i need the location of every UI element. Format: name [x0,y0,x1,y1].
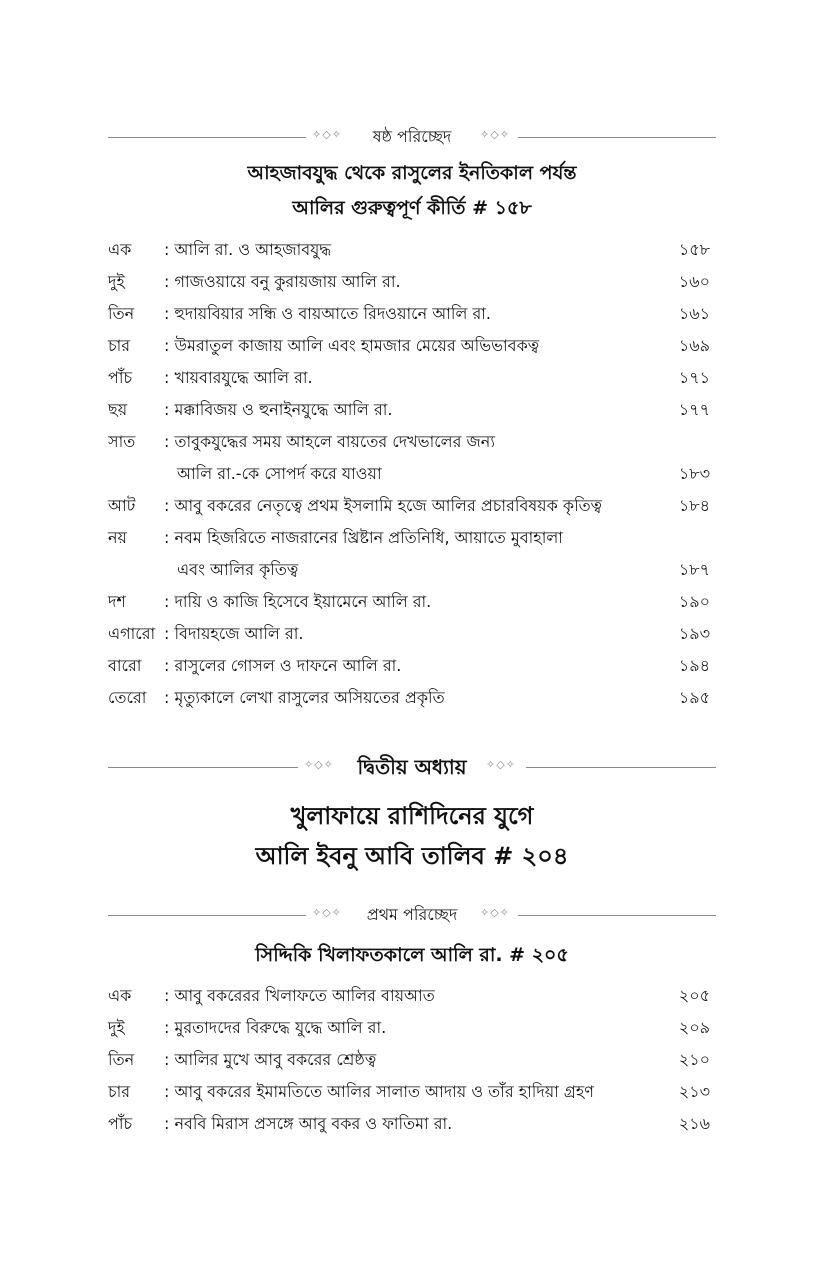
entry-title-line2: এবং আলির কৃতিত্ব [177,560,299,579]
section-label: প্রথম পরিচ্ছেদ [361,905,464,924]
entry-page-number: ১৭১ [678,368,710,387]
entry-title-line1: : আলির মুখে আবু বকরের শ্রেষ্ঠত্ব [164,1050,377,1069]
entry-page-number: ১৮৭ [678,560,710,579]
entry-title-line1: : মক্কাবিজয় ও হুনাইনযুদ্ধে আলি রা. [164,400,393,419]
entry-title-line2: আলি রা.-কে সোপর্দ করে যাওয়া [177,464,382,483]
entry-number: নয় [108,528,127,547]
entry-number: সাত [108,432,136,451]
ornament-icon: ✧◇✧ [480,906,510,919]
entry-title [164,682,654,714]
entry-number: আট [108,496,136,515]
entry-number: এক [108,240,132,259]
entry-title-line1: : আবু বকরের ইমামতিতে আলির সালাত আদায় ও তাঁর হাদিয়া গ্রহণ [164,1082,594,1101]
entry-page-number: ২০৫ [678,986,710,1005]
entry-number: দুই [108,272,125,291]
toc-entry [108,1108,716,1140]
section2-title: সিদ্দিকি খিলাফতকালে আলি রা. # ২০৫ [255,944,569,966]
section-divider-sixth [108,124,716,150]
entry-title-line1: : উমরাতুল কাজায় আলি এবং হামজার মেয়ের অভিভাবকত্ব [164,336,540,355]
entry-number: দুই [108,1018,125,1037]
entry-title [164,394,654,426]
entry-page-number: ১৮৩ [678,464,710,483]
entry-number: পাঁচ [108,1114,133,1133]
toc-entry [108,1076,716,1108]
entry-title-line1: : তাবুকযুদ্ধের সময় আহলে বায়তের দেখভালের জন্য [164,432,495,451]
toc-entry [108,522,716,586]
toc-list-section2 [108,980,716,1140]
entry-page-number: ২১৬ [678,1114,710,1133]
toc-entry [108,650,716,682]
entry-number: এগারো [108,624,156,643]
entry-title [164,362,654,394]
toc-entry [108,618,716,650]
toc-entry [108,682,716,714]
entry-number: তেরো [108,688,147,707]
entry-page-number: ১৬৯ [678,336,710,355]
entry-number: তিন [108,1050,135,1069]
section-label: ষষ্ঠ পরিচ্ছেদ [367,127,458,146]
entry-title [164,586,654,618]
toc-entry [108,586,716,618]
entry-number: চার [108,336,131,355]
entry-title [164,1044,654,1076]
entry-number: বারো [108,656,142,675]
entry-title-line1: : আবু বকরের নেতৃত্বে প্রথম ইসলামি হজে আলির প্রচারবিষয়ক কৃতিত্ব [164,496,603,515]
ornament-icon: ✧◇✧ [304,758,334,771]
entry-title [164,650,654,682]
section-title-line1: আহজাবযুদ্ধ থেকে রাসুলের ইনতিকাল পর্যন্ত [247,162,577,184]
entry-title [164,234,654,266]
entry-title [164,1012,654,1044]
section-divider-first [108,902,716,928]
toc-entry [108,490,716,522]
entry-title-line1: : নববি মিরাস প্রসঙ্গে আবু বকর ও ফাতিমা রা. [164,1114,453,1133]
entry-title-line1: : দায়ি ও কাজি হিসেবে ইয়ামেনে আলি রা. [164,592,432,611]
entry-title-line1: : খায়বারযুদ্ধে আলি রা. [164,368,313,387]
toc-entry [108,1012,716,1044]
chapter-label: দ্বিতীয় অধ্যায় [352,755,473,779]
entry-number: ছয় [108,400,128,419]
toc-list-section1 [108,234,716,714]
entry-title-line1: : গাজওয়ায়ে বনু কুরায়জায় আলি রা. [164,272,401,291]
entry-page-number: ১৮৪ [678,496,710,515]
toc-entry [108,1044,716,1076]
entry-page-number: ১৭৭ [678,400,710,419]
entry-title [164,522,654,586]
ornament-icon: ✧◇✧ [312,906,342,919]
entry-title [164,1108,654,1140]
entry-title [164,490,654,522]
entry-number: পাঁচ [108,368,133,387]
entry-page-number: ১৯৩ [678,624,710,643]
toc-entry [108,234,716,266]
entry-title-line1: : মৃত্যুকালে লেখা রাসুলের অসিয়তের প্রকৃতি [164,688,445,707]
entry-title-line1: : বিদায়হজে আলি রা. [164,624,304,643]
toc-entry [108,394,716,426]
ornament-icon: ✧◇✧ [312,128,342,141]
toc-entry [108,330,716,362]
entry-title-line1: : আলি রা. ও আহজাবযুদ্ধ [164,240,332,259]
entry-title-line1: : হুদায়বিয়ার সন্ধি ও বায়আতে রিদওয়ানে আলি রা. [164,304,491,323]
entry-title-line1: : নবম হিজরিতে নাজরানের খ্রিষ্টান প্রতিনিধি, আয়াতে মুবাহালা [164,528,563,547]
entry-number: তিন [108,304,135,323]
entry-page-number: ২১০ [678,1050,710,1069]
ornament-icon: ✧◇✧ [486,758,516,771]
toc-entry [108,426,716,490]
entry-page-number: ২১৩ [678,1082,710,1101]
toc-entry [108,298,716,330]
entry-number: এক [108,986,132,1005]
entry-title [164,980,654,1012]
entry-number: চার [108,1082,131,1101]
entry-page-number: ১৯০ [678,592,710,611]
ornament-icon: ✧◇✧ [480,128,510,141]
entry-page-number: ১৯৫ [678,688,710,707]
chapter-title-line2: আলি ইবনু আবি তালিব # ২০৪ [255,842,569,870]
section-title-line2: আলির গুরুত্বপূর্ণ কীর্তি # ১৫৮ [292,197,532,219]
entry-number: দশ [108,592,126,611]
entry-page-number: ১৬০ [678,272,710,291]
entry-title [164,618,654,650]
entry-title [164,426,654,490]
entry-page-number: ১৯৪ [678,656,710,675]
toc-entry [108,362,716,394]
toc-entry [108,266,716,298]
entry-title-line1: : মুরতাদদের বিরুদ্ধে যুদ্ধে আলি রা. [164,1018,387,1037]
entry-title [164,1076,654,1108]
entry-page-number: ১৫৮ [678,240,710,259]
entry-title [164,266,654,298]
entry-title-line1: : আবু বকরেরর খিলাফতে আলির বায়আত [164,986,435,1005]
entry-page-number: ১৬১ [678,304,710,323]
entry-title-line1: : রাসুলের গোসল ও দাফনে আলি রা. [164,656,402,675]
chapter-title-line1: খুলাফায়ে রাশিদিনের যুগে [290,802,534,830]
entry-title [164,298,654,330]
chapter-divider-second [108,754,716,780]
toc-entry [108,980,716,1012]
entry-page-number: ২০৯ [678,1018,710,1037]
entry-title [164,330,654,362]
